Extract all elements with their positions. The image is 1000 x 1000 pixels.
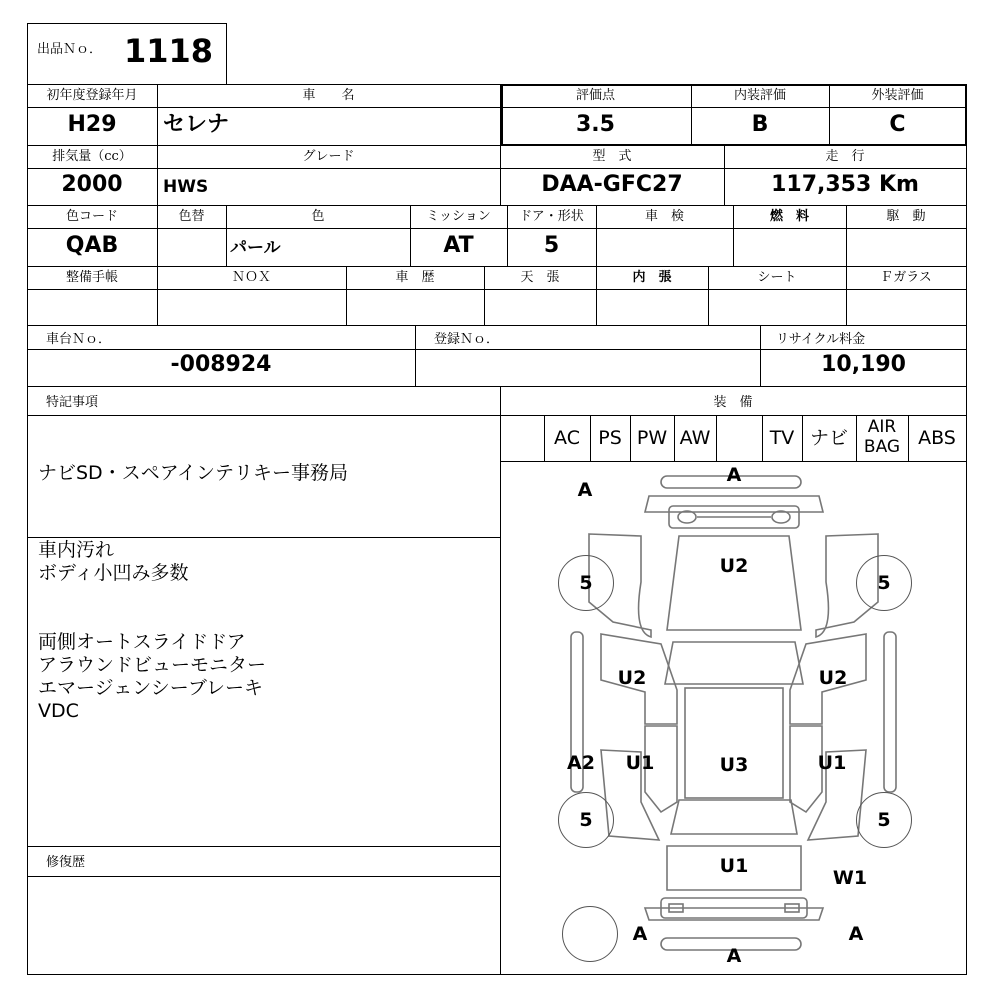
notes-label: 特記事項 [46, 395, 99, 410]
left-front-tire-rating: 5 [579, 572, 593, 594]
damage-rear-left: A [632, 923, 648, 945]
nox-label: ＮＯＸ [231, 270, 271, 285]
damage-rear-bottom: A [726, 945, 742, 967]
lot-label: 出品Ｎｏ． [37, 42, 103, 57]
grade-value: HWS [163, 177, 209, 197]
equipment-navi: ナビ [809, 427, 848, 449]
damage-left-rear-panel: A2 [567, 752, 595, 774]
damage-trunk: U1 [719, 855, 749, 877]
model-label: 型 式 [592, 149, 632, 164]
damage-front-left: A [577, 479, 593, 501]
chassis-label: 車台Ｎｏ． [46, 332, 112, 347]
mileage-value: 117,353 Km [771, 172, 919, 197]
displacement-label: 排気量（cc） [52, 149, 132, 164]
displacement-value: 2000 [61, 172, 123, 197]
notes-line: エマージェンシーブレーキ [38, 677, 264, 699]
color-label: 色 [311, 209, 325, 224]
grade-label: グレード [302, 149, 355, 164]
exterior-value: C [889, 112, 906, 137]
color-code-value: QAB [65, 233, 119, 258]
reg-year-value: H29 [67, 112, 117, 137]
notes-line: アラウンドビューモニター [38, 654, 267, 676]
equipment-pw: PW [636, 427, 668, 449]
equipment-label: 装 備 [713, 395, 753, 410]
spare-tire-circle [562, 906, 618, 962]
transmission-label: ミッション [426, 209, 491, 224]
mileage-label: 走 行 [825, 149, 865, 164]
repair-history-label: 修復歴 [46, 855, 86, 870]
damage-front-top: A [726, 464, 742, 486]
damage-hood: U2 [719, 555, 749, 577]
interior-label: 内装評価 [733, 88, 786, 103]
interior-value: B [751, 112, 769, 137]
fuel-label: 燃 料 [769, 209, 809, 224]
roof-label: 天 張 [520, 270, 560, 285]
damage-right-front-door: U2 [818, 667, 848, 689]
equipment-aw: AW [679, 427, 711, 449]
model-value: DAA-GFC27 [541, 172, 683, 197]
damage-rear-right: A [848, 923, 864, 945]
recycle-value: 10,190 [821, 352, 906, 377]
doors-label: ドア・形状 [519, 209, 584, 224]
equipment-abs: ABS [918, 427, 956, 449]
right-front-tire-rating: 5 [877, 572, 891, 594]
notes-line: 両側オートスライドドア [38, 631, 246, 653]
damage-roof: U3 [719, 754, 749, 776]
damage-rear-window: W1 [832, 867, 868, 889]
car-name-label: 車 名 [302, 88, 355, 103]
car-name-value: セレナ [163, 112, 230, 137]
car-damage-diagram [501, 462, 966, 974]
service-book-label: 整備手帳 [65, 270, 118, 285]
notes-line: 車内汚れ [38, 539, 115, 561]
lot-number: 1118 [124, 32, 214, 70]
damage-left-rear-door: U1 [625, 752, 655, 774]
doors-value: 5 [543, 233, 560, 258]
interior-trim-label: 内 張 [632, 270, 672, 285]
equipment-tv: TV [769, 427, 795, 449]
color-code-label: 色コード [65, 209, 118, 224]
inspection-label: 車 検 [644, 209, 684, 224]
notes-line: VDC [38, 700, 79, 722]
equipment-ac: AC [554, 427, 580, 449]
equipment-ps: PS [598, 427, 622, 449]
exterior-label: 外装評価 [871, 88, 924, 103]
repaint-label: 色替 [178, 209, 205, 224]
right-rear-tire-rating: 5 [877, 809, 891, 831]
equipment-airbag: AIR BAG [863, 417, 901, 457]
f-glass-label: Ｆガラス [880, 270, 932, 285]
notes-line: ボディ小凹み多数 [38, 562, 189, 584]
score-value: 3.5 [576, 112, 615, 137]
registration-label: 登録Ｎｏ． [434, 332, 500, 347]
damage-left-front-door: U2 [617, 667, 647, 689]
left-rear-tire-rating: 5 [579, 809, 593, 831]
recycle-label: リサイクル料金 [776, 332, 866, 347]
drive-label: 駆 動 [886, 209, 926, 224]
score-label: 評価点 [575, 88, 615, 103]
history-label: 車 歴 [395, 270, 435, 285]
seat-label: シート [757, 270, 797, 285]
color-value: パール [230, 238, 281, 258]
notes-line: ナビSD・スペアインテリキー事務局 [38, 462, 348, 484]
damage-right-rear-door: U1 [817, 752, 847, 774]
reg-year-label: 初年度登録年月 [46, 88, 138, 103]
transmission-value: AT [443, 233, 474, 258]
chassis-value: -008924 [170, 352, 272, 377]
